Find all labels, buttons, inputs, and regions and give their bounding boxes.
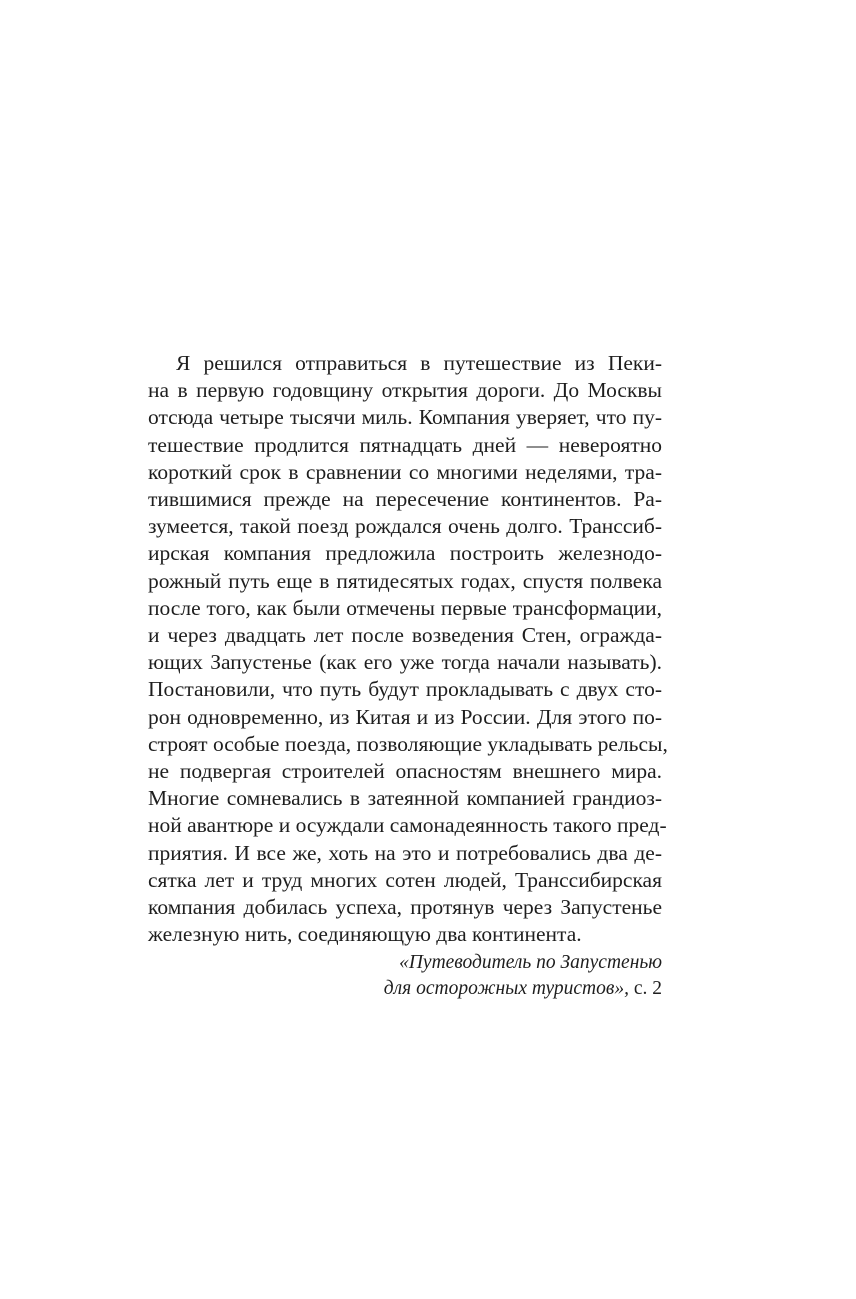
- text-line: строят особые поезда, позволяющие укладывать рельсы,: [148, 731, 668, 756]
- text-line: и через двадцать лет после возведения Стен, огражда-: [148, 623, 662, 648]
- text-line: отсюда четыре тысячи миль. Компания уверяет, что пу-: [148, 405, 662, 430]
- text-line: на в первую годовщину открытия дороги. До Москвы: [148, 378, 662, 403]
- text-line: после того, как были отмечены первые трансформации,: [148, 595, 662, 620]
- text-line: сятка лет и труд многих сотен людей, Транссибирская: [148, 867, 662, 892]
- source-page-ref: с. 2: [633, 977, 662, 999]
- epigraph-text: [148, 350, 668, 948]
- text-line: зумеется, такой поезд рождался очень долго. Транссиб-: [148, 514, 662, 539]
- text-line: компания добилась успеха, протянув через Запустенье: [148, 895, 662, 920]
- text-line: рожный путь еще в пятидесятых годах, спустя полвека: [148, 568, 662, 593]
- text-line: рон одновременно, из Китая и из России. Для этого по-: [148, 704, 662, 729]
- text-line: короткий срок в сравнении со многими неделями, тра-: [148, 459, 662, 484]
- text-line: железную нить, соединяющую два континента.: [148, 922, 582, 947]
- source-title-line-1: «Путеводитель по Запустенью: [399, 952, 662, 974]
- epigraph: [148, 350, 668, 1001]
- text-line: тившимися прежде на пересечение континентов. Ра-: [148, 487, 662, 512]
- text-line: ирская компания предложила построить железнодо-: [148, 541, 662, 566]
- text-line: Многие сомневались в затеянной компанией грандиоз-: [148, 786, 662, 811]
- text-line: приятия. И все же, хоть на это и потребовались два де-: [148, 840, 662, 865]
- text-line: Постановили, что путь будут прокладывать с двух сто-: [148, 677, 662, 702]
- epigraph-source: [148, 950, 662, 1001]
- text-line: не подвергая строителей опасностям внешнего мира.: [148, 759, 662, 784]
- text-line: Я решился отправиться в путешествие из Пеки-: [176, 351, 662, 375]
- source-title-text: для осторожных туристов»,: [383, 977, 629, 999]
- source-title-line-2: [148, 976, 662, 1002]
- text-line: ной авантюре и осуждали самонадеянность такого пред-: [148, 813, 667, 838]
- text-line: тешествие продлится пятнадцать дней — невероятно: [148, 432, 662, 457]
- text-line: ющих Запустенье (как его уже тогда начали называть).: [148, 650, 662, 675]
